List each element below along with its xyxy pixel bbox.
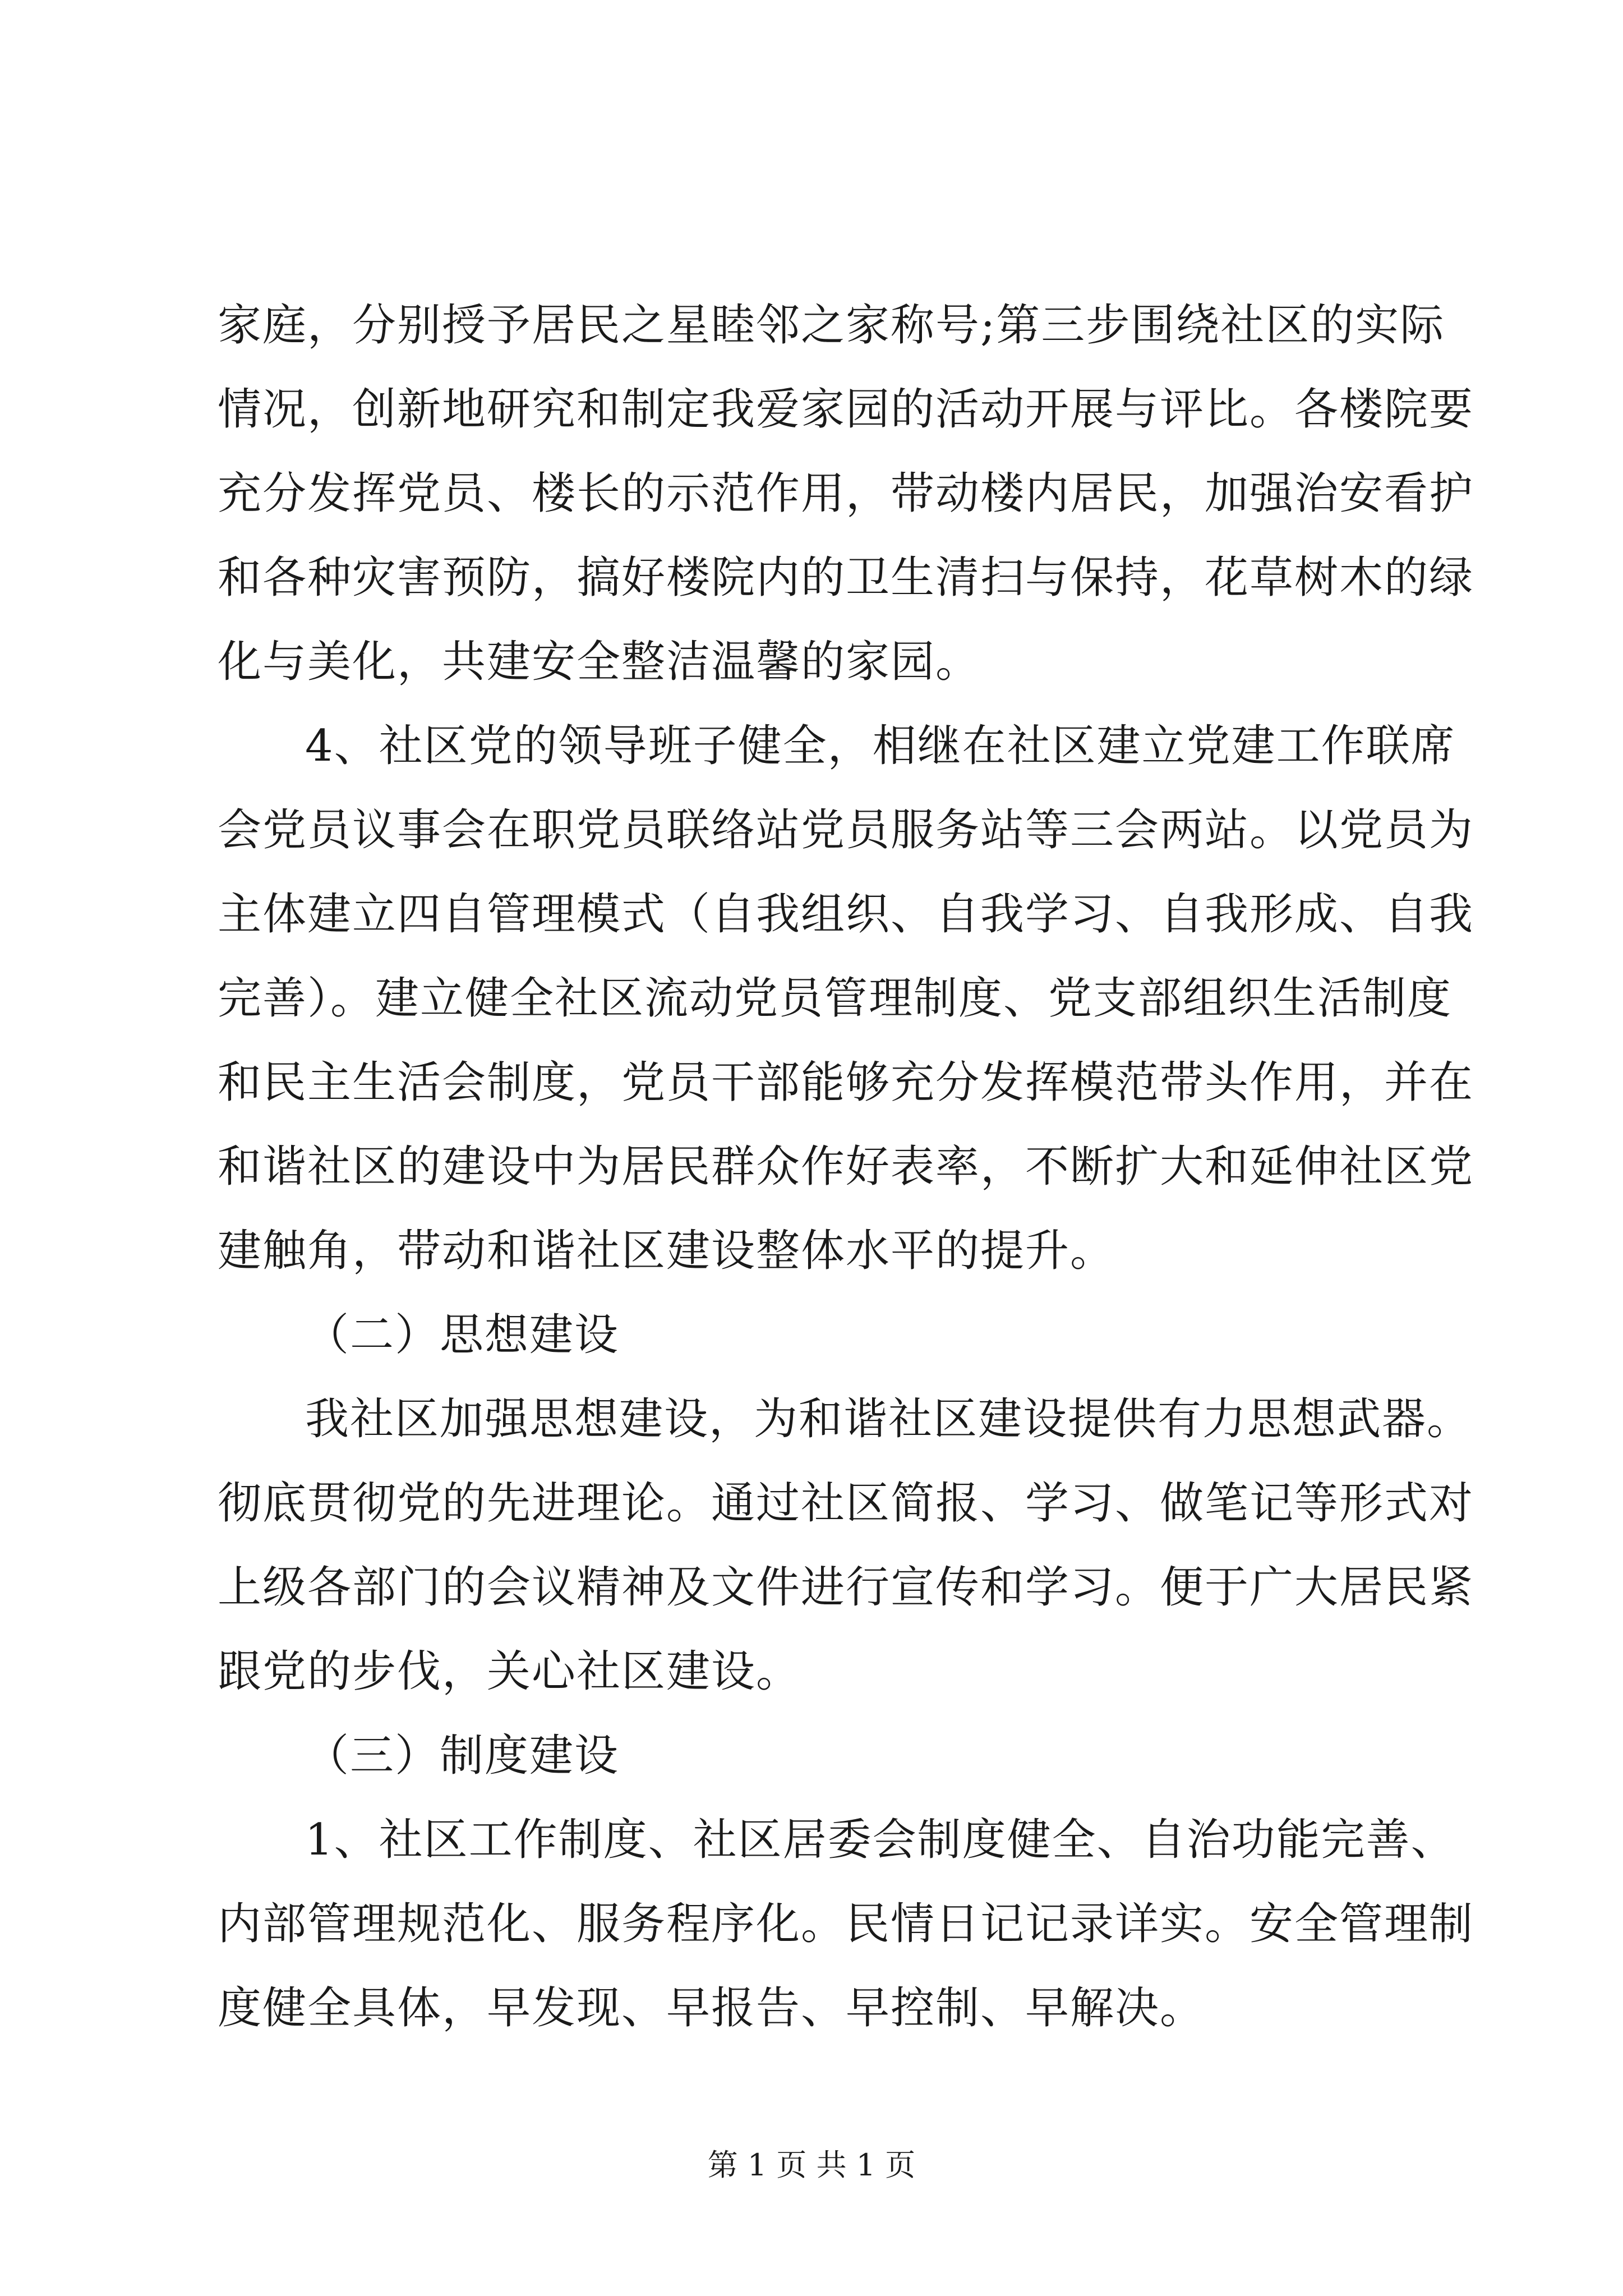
text-line: 建触角，带动和谐社区建设整体水平的提升。 <box>218 1226 1115 1276</box>
section-heading: （二）思想建设 <box>305 1310 620 1360</box>
text-line: 和谐社区的建设中为居民群众作好表率，不断扩大和延伸社区党 <box>218 1142 1474 1192</box>
text-line: 完善）。建立健全社区流动党员管理制度、党支部组织生活制度 <box>218 973 1453 1024</box>
text-line: 主体建立四自管理模式（自我组织、自我学习、自我形成、自我 <box>218 889 1474 940</box>
paragraph-start-line: 1、社区工作制度、社区居委会制度健全、自治功能完善、 <box>305 1815 1456 1865</box>
text-line: 会党员议事会在职党员联络站党员服务站等三会两站。以党员为 <box>218 805 1474 855</box>
page-number-footer: 第 1 页 共 1 页 <box>707 2147 916 2183</box>
text-line: 和各种灾害预防，搞好楼院内的卫生清扫与保持，花草树木的绿 <box>218 553 1474 603</box>
text-line: 充分发挥党员、楼长的示范作用，带动楼内居民，加强治安看护 <box>218 468 1474 519</box>
text-line: 彻底贯彻党的先进理论。通过社区简报、学习、做笔记等形式对 <box>218 1478 1474 1529</box>
paragraph-start-line: 我社区加强思想建设，为和谐社区建设提供有力思想武器。 <box>305 1394 1472 1444</box>
text-line: 情况，创新地研究和制定我爱家园的活动开展与评比。各楼院要 <box>218 384 1474 435</box>
text-line: 跟党的步伐，关心社区建设。 <box>218 1646 801 1697</box>
text-line: 和民主生活会制度，党员干部能够充分发挥模范带头作用，并在 <box>218 1057 1474 1108</box>
text-line: 内部管理规范化、服务程序化。民情日记记录详实。安全管理制 <box>218 1899 1474 1949</box>
text-line: 家庭，分别授予居民之星睦邻之家称号;第三步围绕社区的实际 <box>218 300 1445 351</box>
text-line: 上级各部门的会议精神及文件进行宣传和学习。便于广大居民紧 <box>218 1562 1474 1613</box>
document-body <box>218 283 1474 2050</box>
text-line: 化与美化，共建安全整洁温馨的家园。 <box>218 637 981 687</box>
paragraph-start-line: 4、社区党的领导班子健全，相继在社区建立党建工作联席 <box>305 721 1456 771</box>
text-line: 度健全具体，早发现、早报告、早控制、早解决。 <box>218 1983 1205 2033</box>
section-heading: （三）制度建设 <box>305 1731 620 1781</box>
